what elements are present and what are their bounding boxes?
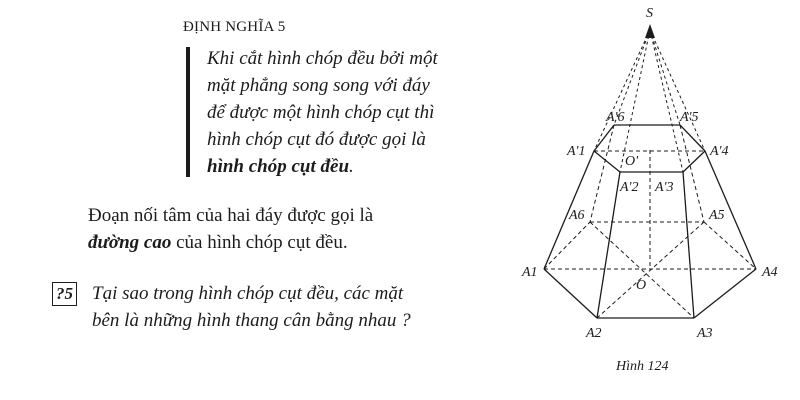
label-bottom-5: A5: [709, 208, 725, 223]
label-bottom-1: A1: [522, 265, 538, 280]
question-number-box: ?5: [52, 282, 77, 306]
definition-line: hình chóp cụt đó được gọi là: [207, 129, 426, 150]
definition-term: hình chóp cụt đều: [207, 156, 350, 177]
apex-point: [645, 24, 655, 38]
label-apex: S: [646, 6, 653, 21]
label-top-3: A'3: [655, 180, 674, 195]
label-bottom-center: O: [636, 278, 647, 293]
label-top-center: O': [625, 154, 639, 169]
paragraph-line: Đoạn nối tâm của hai đáy được gọi là: [88, 205, 374, 226]
figure-caption: Hình 124: [616, 359, 669, 374]
paragraph-term: đường cao: [88, 232, 172, 253]
definition-term-suffix: .: [349, 156, 354, 177]
label-bottom-3: A3: [697, 326, 713, 341]
paragraph-suffix: của hình chóp cụt đều.: [171, 232, 348, 253]
definition-line: Khi cắt hình chóp đều bởi một: [207, 48, 438, 69]
label-top-6: A'6: [606, 110, 625, 125]
question-line: bên là những hình thang cân bằng nhau ?: [92, 310, 411, 331]
label-bottom-2: A2: [586, 326, 602, 341]
label-top-5: A'5: [680, 110, 699, 125]
definition-line: mặt phẳng song song với đáy: [207, 75, 430, 96]
bottom-hexagon-front: [544, 269, 756, 318]
definition-heading: ĐỊNH NGHĨA 5: [183, 19, 286, 35]
label-top-4: A'4: [710, 144, 729, 159]
label-top-2: A'2: [620, 180, 639, 195]
question-line: Tại sao trong hình chóp cụt đều, các mặt: [92, 283, 404, 304]
definition-line: để được một hình chóp cụt thì: [207, 102, 435, 123]
label-bottom-6: A6: [569, 208, 585, 223]
label-bottom-4: A4: [762, 265, 778, 280]
label-top-1: A'1: [567, 144, 586, 159]
